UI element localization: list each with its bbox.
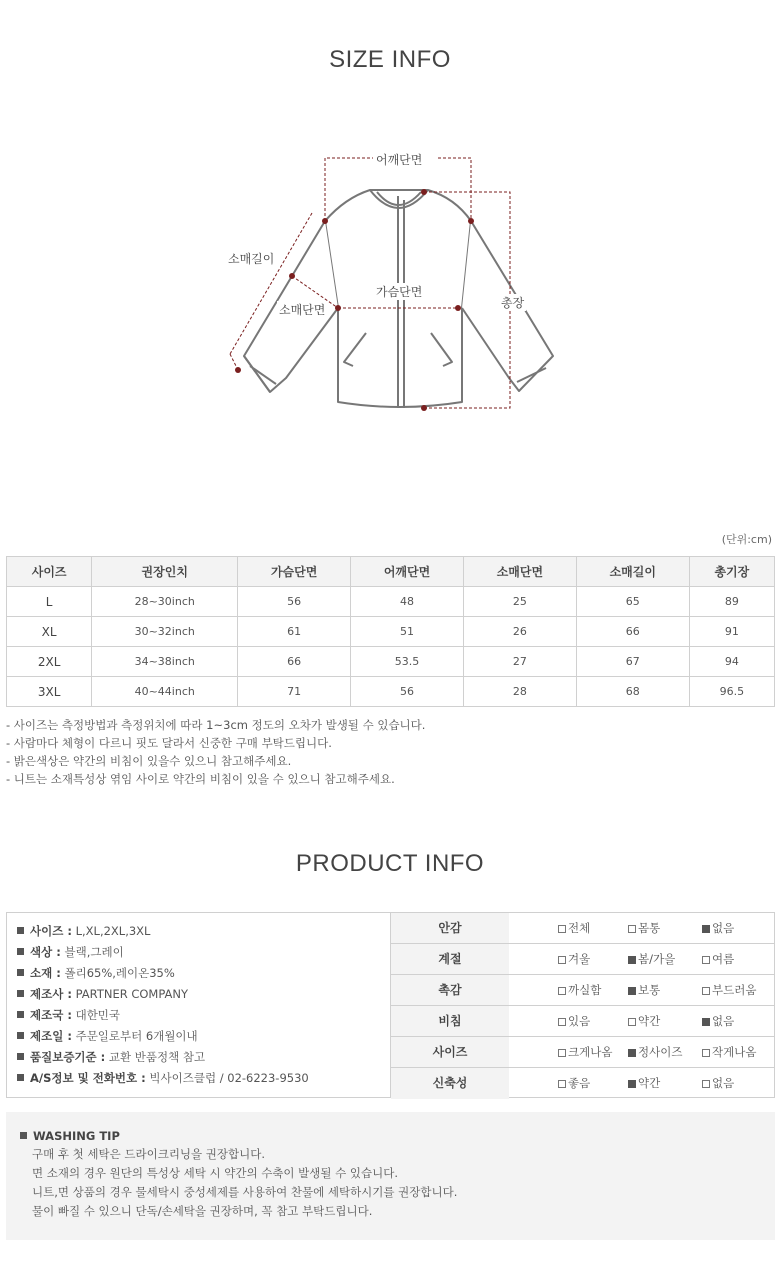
attribute-option-label: 전체 xyxy=(568,921,591,935)
attribute-option xyxy=(628,1037,682,1067)
detail-row xyxy=(17,984,390,1005)
table-cell: 53.5 xyxy=(351,647,464,677)
table-cell: 68 xyxy=(576,677,689,707)
attribute-option xyxy=(558,1068,590,1098)
attribute-option xyxy=(702,1068,734,1098)
detail-row xyxy=(17,1047,390,1068)
checked-box-icon xyxy=(702,1018,710,1026)
attribute-option xyxy=(702,944,734,974)
attribute-row xyxy=(391,944,774,975)
unchecked-box-icon xyxy=(558,1018,566,1026)
size-notes xyxy=(6,716,425,788)
attribute-option xyxy=(628,1006,660,1036)
bullet-square-icon xyxy=(17,927,24,934)
detail-row xyxy=(17,1026,390,1047)
checked-box-icon xyxy=(628,1049,636,1057)
attribute-label: 안감 xyxy=(391,913,509,943)
detail-label: 제조일 : xyxy=(30,1029,72,1043)
attribute-row xyxy=(391,913,774,944)
attribute-row xyxy=(391,1037,774,1068)
table-cell: 26 xyxy=(463,617,576,647)
label-shoulder: 어깨단면 xyxy=(376,153,423,167)
detail-value: 폴리65%,레이온35% xyxy=(64,966,175,980)
attribute-option xyxy=(702,913,734,943)
detail-label: 사이즈 : xyxy=(30,924,72,938)
attribute-option-label: 봄/가을 xyxy=(638,952,676,966)
attribute-label: 사이즈 xyxy=(391,1037,509,1067)
detail-label: 품질보증기준 : xyxy=(30,1050,106,1064)
table-cell: 28 xyxy=(463,677,576,707)
attribute-option-label: 몸통 xyxy=(638,921,661,935)
table-cell: 89 xyxy=(689,587,774,617)
attribute-option xyxy=(628,1068,660,1098)
column-header: 가슴단면 xyxy=(238,557,351,587)
unchecked-box-icon xyxy=(628,1018,636,1026)
label-chest: 가슴단면 xyxy=(376,285,423,299)
table-row xyxy=(7,677,775,707)
size-table xyxy=(6,556,775,707)
table-cell: XL xyxy=(7,617,92,647)
label-total-length: 총장 xyxy=(501,296,525,310)
table-cell: 71 xyxy=(238,677,351,707)
product-info-panel xyxy=(6,912,775,1098)
attribute-option-label: 좋음 xyxy=(568,1076,591,1090)
washing-tip-line: 물이 빠질 수 있으니 단독/손세탁을 권장하며, 꼭 참고 부탁드립니다. xyxy=(32,1204,373,1218)
detail-value: 빅사이즈클럽 / 02-6223-9530 xyxy=(149,1071,309,1085)
washing-tip-line: 구매 후 첫 세탁은 드라이크리닝을 권장합니다. xyxy=(32,1147,266,1161)
attribute-option-label: 없음 xyxy=(712,1014,735,1028)
detail-row xyxy=(17,963,390,984)
bullet-square-icon xyxy=(17,1074,24,1081)
column-header: 소매단면 xyxy=(463,557,576,587)
attribute-option-label: 보통 xyxy=(638,983,661,997)
table-cell: 2XL xyxy=(7,647,92,677)
washing-tip-line: 면 소재의 경우 원단의 특성상 세탁 시 약간의 수축이 발생될 수 있습니다. xyxy=(32,1166,399,1180)
table-row xyxy=(7,587,775,617)
note-line: - 사람마다 체형이 다르니 핏도 달라서 신중한 구매 부탁드립니다. xyxy=(6,736,332,750)
table-cell: 3XL xyxy=(7,677,92,707)
product-info-title: PRODUCT INFO xyxy=(295,850,485,877)
attribute-option xyxy=(558,1006,590,1036)
attribute-row xyxy=(391,1068,774,1099)
table-cell: 67 xyxy=(576,647,689,677)
bullet-square-icon xyxy=(17,1053,24,1060)
table-cell: 65 xyxy=(576,587,689,617)
washing-tip-box xyxy=(6,1112,775,1240)
unchecked-box-icon xyxy=(558,925,566,933)
table-cell: L xyxy=(7,587,92,617)
detail-value: 블랙,그레이 xyxy=(64,945,124,959)
table-cell: 96.5 xyxy=(689,677,774,707)
checked-box-icon xyxy=(628,987,636,995)
column-header: 어깨단면 xyxy=(351,557,464,587)
detail-label: 소재 : xyxy=(30,966,61,980)
unchecked-box-icon xyxy=(628,925,636,933)
checked-box-icon xyxy=(702,925,710,933)
note-line: - 니트는 소재특성상 엮임 사이로 약간의 비침이 있을 수 있으니 참고해주세요. xyxy=(6,772,395,786)
attribute-option xyxy=(558,975,601,1005)
bullet-square-icon xyxy=(17,1011,24,1018)
detail-value: 주문일로부터 6개월이내 xyxy=(75,1029,198,1043)
attribute-option xyxy=(628,944,675,974)
attribute-option-label: 정사이즈 xyxy=(638,1045,683,1059)
attribute-option-label: 겨울 xyxy=(568,952,591,966)
attribute-option xyxy=(628,913,660,943)
attribute-row xyxy=(391,1006,774,1037)
table-cell: 66 xyxy=(576,617,689,647)
column-header: 총기장 xyxy=(689,557,774,587)
attribute-option-label: 까실함 xyxy=(568,983,602,997)
checked-box-icon xyxy=(628,1080,636,1088)
checked-box-icon xyxy=(628,956,636,964)
column-header: 사이즈 xyxy=(7,557,92,587)
detail-row xyxy=(17,1005,390,1026)
product-details xyxy=(7,913,391,1097)
attribute-option-label: 작게나옴 xyxy=(712,1045,757,1059)
table-cell: 56 xyxy=(351,677,464,707)
attribute-option-label: 없음 xyxy=(712,921,735,935)
detail-label: A/S정보 및 전화번호 : xyxy=(30,1071,146,1085)
washing-tip-title: WASHING TIP xyxy=(33,1129,120,1143)
attribute-label: 비침 xyxy=(391,1006,509,1036)
attribute-label: 신축성 xyxy=(391,1068,509,1099)
table-row xyxy=(7,647,775,677)
attribute-option xyxy=(702,1006,734,1036)
attribute-option xyxy=(558,1037,612,1067)
table-cell: 61 xyxy=(238,617,351,647)
label-sleeve-length: 소매길이 xyxy=(228,252,275,266)
attribute-label: 촉감 xyxy=(391,975,509,1005)
unchecked-box-icon xyxy=(702,1049,710,1057)
attribute-option-label: 있음 xyxy=(568,1014,591,1028)
attribute-option-label: 없음 xyxy=(712,1076,735,1090)
table-row xyxy=(7,617,775,647)
detail-value: 교환 반품정책 참고 xyxy=(108,1050,206,1064)
note-line: - 밝은색상은 약간의 비침이 있을수 있으니 참고해주세요. xyxy=(6,754,292,768)
attribute-label: 계절 xyxy=(391,944,509,974)
detail-label: 제조국 : xyxy=(30,1008,72,1022)
washing-tip-heading xyxy=(20,1127,775,1145)
unchecked-box-icon xyxy=(558,1080,566,1088)
attribute-option-label: 약간 xyxy=(638,1076,661,1090)
table-cell: 56 xyxy=(238,587,351,617)
detail-value: PARTNER COMPANY xyxy=(75,987,189,1001)
table-cell: 34~38inch xyxy=(92,647,238,677)
table-cell: 51 xyxy=(351,617,464,647)
unchecked-box-icon xyxy=(558,987,566,995)
detail-label: 색상 : xyxy=(30,945,61,959)
detail-value: 대한민국 xyxy=(75,1008,121,1022)
table-cell: 94 xyxy=(689,647,774,677)
bullet-square-icon xyxy=(17,948,24,955)
detail-row xyxy=(17,921,390,942)
table-cell: 30~32inch xyxy=(92,617,238,647)
product-attributes xyxy=(391,913,774,1097)
unchecked-box-icon xyxy=(702,956,710,964)
table-cell: 91 xyxy=(689,617,774,647)
table-cell: 25 xyxy=(463,587,576,617)
attribute-option-label: 크게나옴 xyxy=(568,1045,613,1059)
washing-tip-line: 니트,면 상품의 경우 물세탁시 중성세제를 사용하여 찬물에 세탁하시기를 권장합니다. xyxy=(32,1185,458,1199)
unchecked-box-icon xyxy=(558,956,566,964)
table-header-row xyxy=(7,557,775,587)
table-cell: 66 xyxy=(238,647,351,677)
attribute-option xyxy=(558,913,590,943)
column-header: 권장인치 xyxy=(92,557,238,587)
table-cell: 27 xyxy=(463,647,576,677)
unchecked-box-icon xyxy=(702,1080,710,1088)
table-cell: 40~44inch xyxy=(92,677,238,707)
attribute-option-label: 부드러움 xyxy=(712,983,757,997)
attribute-row xyxy=(391,975,774,1006)
table-cell: 48 xyxy=(351,587,464,617)
attribute-option xyxy=(628,975,660,1005)
detail-value: L,XL,2XL,3XL xyxy=(75,924,151,938)
size-info-title: SIZE INFO xyxy=(329,46,451,73)
table-cell: 28~30inch xyxy=(92,587,238,617)
bullet-square-icon xyxy=(17,969,24,976)
bullet-square-icon xyxy=(17,1032,24,1039)
column-header: 소매길이 xyxy=(576,557,689,587)
attribute-option xyxy=(702,1037,756,1067)
attribute-option xyxy=(558,944,590,974)
attribute-option-label: 여름 xyxy=(712,952,735,966)
unit-label: (단위:cm) xyxy=(721,533,772,546)
unchecked-box-icon xyxy=(558,1049,566,1057)
detail-row xyxy=(17,1068,390,1089)
attribute-option-label: 약간 xyxy=(638,1014,661,1028)
detail-row xyxy=(17,942,390,963)
note-line: - 사이즈는 측정방법과 측정위치에 따라 1~3cm 정도의 오차가 발생될 수 있습니다. xyxy=(6,718,426,732)
label-sleeve-width: 소매단면 xyxy=(279,303,326,317)
attribute-option xyxy=(702,975,756,1005)
unchecked-box-icon xyxy=(702,987,710,995)
bullet-square-icon xyxy=(20,1132,27,1139)
detail-label: 제조사 : xyxy=(30,987,72,1001)
bullet-square-icon xyxy=(17,990,24,997)
